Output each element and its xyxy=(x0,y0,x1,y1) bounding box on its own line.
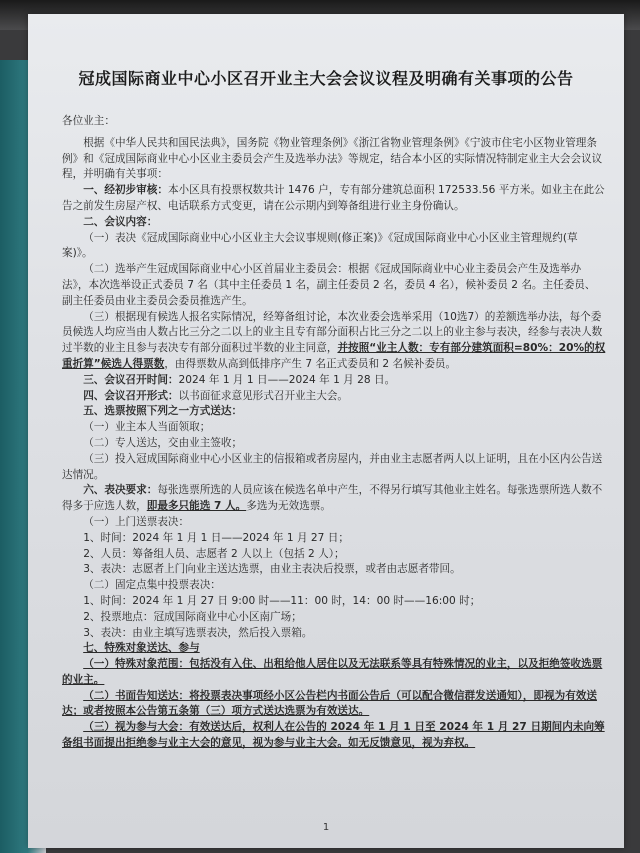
paragraph xyxy=(62,310,606,373)
text-run: 3、表决：志愿者上门向业主送达选票，由业主表决后投票，或者由志愿者带回。 xyxy=(83,563,461,576)
text-run: ，由得票数从高到低排序产生 7 名正式委员和 2 名候补委员。 xyxy=(164,357,457,370)
paragraph xyxy=(62,562,606,578)
paragraph xyxy=(62,657,606,689)
salutation: 各位业主： xyxy=(62,115,115,127)
text-run: （二）固定点集中投票表决： xyxy=(83,579,221,592)
text-run: （一）上门送票表决： xyxy=(83,515,190,528)
text-run: 三、会议召开时间： xyxy=(83,373,179,386)
paragraph xyxy=(62,594,606,610)
page-number: 1 xyxy=(322,822,330,833)
paragraph xyxy=(62,641,606,657)
paragraph xyxy=(62,452,606,484)
text-run: （三）投入冠成国际商业中心小区业主的信报箱或者房屋内，并由业主志愿者两人以上证明，且在小区内公告送达情况。 xyxy=(62,452,603,481)
paragraph xyxy=(62,262,606,309)
text-run: 每张选票所选的人员应该在候选名单中产生，不得另行填写其他业主姓名。每张选票所选人数不得多于应选人数， xyxy=(62,484,603,513)
document-title: 冠成国际商业中心小区召开业主大会会议议程及明确有关事项的公告 xyxy=(78,69,574,88)
paragraph xyxy=(62,531,606,547)
paragraph xyxy=(62,436,606,452)
paragraph xyxy=(62,389,606,405)
text-run: 本小区具有投票权数共计 1476 户，专有部分建筑总面积 172533.56 平方米。如业主在此公告之前发生房屋产权、电话联系方式变更，请在公示期内到筹备组进行业主身份确认。 xyxy=(62,184,605,212)
text-run: （一）业主本人当面领取； xyxy=(83,421,211,434)
paragraph xyxy=(62,626,606,642)
text-run: （一）特殊对象范围：包括没有入住、出租给他人居住以及无法联系等具有特殊情况的业主，以及拒绝签收选票的业主。 xyxy=(62,658,603,686)
text-run: 1、时间：2024 年 1 月 1 日——2024 年 1 月 27 日； xyxy=(83,531,349,544)
paragraph xyxy=(62,420,606,436)
text-run: 根据《中华人民共和国民法典》，国务院《物业管理条例》《浙江省物业管理条例》《宁波市住宅小区物业管理条例》和《冠成国际商业中心小区业主委员会产生及选举办法》等规定，结合本小区的实际情况特制定业主大会会议议程，并明确有关事项： xyxy=(62,136,603,181)
document-body xyxy=(62,114,606,752)
text-run: （三）视为参与大会：有效送达后，权利人在公告的 2024 年 1 月 1 日至 2024 年 1 月 27 日期间内未向筹备组书面提出拒绝参与业主大会的意见，视为参与业主大会。如无反馈意见，视为弃权。 xyxy=(62,721,605,750)
text-run: 2、投票地点：冠成国际商业中心小区南广场； xyxy=(83,610,302,623)
paragraph xyxy=(62,483,606,515)
text-run: （一）表决《冠成国际商业中心小区业主大会议事规则(修正案)》《冠成国际商业中心小区业主管理规约(草案)》。 xyxy=(62,231,578,260)
text-run: （三）根据现有候选人报名实际情况，经筹备组讨论，本次业委会选举采用（10选7）的差额选举办法，每个委员候选人均应当由人数占比三分之二以上的业主且专有部分面积占比三分之二以上的业主参与表决，经参与表决人数过半数的业主且参与表决专有部分面积过半数的业主同意， xyxy=(62,310,603,355)
text-run: 并按照“业主人数：专有部分建筑面积=80%：20%的权重折算”候选人得票数 xyxy=(62,342,606,370)
text-run: （二）专人送达，交由业主签收； xyxy=(83,436,243,449)
paragraph xyxy=(62,136,606,183)
paragraph xyxy=(62,547,606,563)
paragraph xyxy=(62,720,606,752)
text-run: 以书面征求意见形式召开业主大会。 xyxy=(178,389,349,402)
text-run: 六、表决要求： xyxy=(83,484,158,497)
text-run: 二、会议内容： xyxy=(83,215,158,228)
paragraph xyxy=(62,231,606,263)
text-run: 五、选票按照下列之一方式送达： xyxy=(83,405,243,418)
text-run: 七、特殊对象送达、参与 xyxy=(83,642,200,655)
text-run: 即最多只能选 7 人。 xyxy=(146,500,247,513)
paragraph xyxy=(62,515,606,531)
paragraph xyxy=(62,183,606,215)
paragraph xyxy=(62,578,606,594)
document-page xyxy=(28,14,624,848)
text-run: （二）书面告知送达：将投票表决事项经小区公告栏内书面公告后（可以配合微信群发送通知），即视为有效送达；或者按照本公告第五条第（三）项方式送达选票为有效送达。 xyxy=(62,689,597,718)
text-run: 3、表决：由业主填写选票表决，然后投入票箱。 xyxy=(83,626,313,639)
text-run: 多选为无效选票。 xyxy=(246,500,331,513)
paragraph xyxy=(62,610,606,626)
paragraph xyxy=(62,689,606,721)
text-run: 1、时间：2024 年 1 月 27 日 9:00 时——11：00 时，14：00 时——16:00 时； xyxy=(83,594,481,607)
paragraph xyxy=(62,404,606,420)
text-run: 四、会议召开形式： xyxy=(83,389,179,402)
paragraph xyxy=(62,373,606,389)
text-run: 一、经初步审核： xyxy=(83,184,168,197)
text-run: 2024 年 1 月 1 日——2024 年 1 月 28 日。 xyxy=(178,373,396,386)
text-run: 2、人员：筹备组人员、志愿者 2 人以上（包括 2 人）； xyxy=(83,547,345,560)
paragraph xyxy=(62,215,606,231)
text-run: （二）选举产生冠成国际商业中心小区首届业主委员会：根据《冠成国际商业中心业主委员会产生及选举办法》，本次选举设正式委员 7 名（其中主任委员 1 名，副主任委员 2 名，委员 4 名），候补委员 2 名。主任委员、副主任委员由业主委员会委员推选产生。 xyxy=(62,263,596,307)
